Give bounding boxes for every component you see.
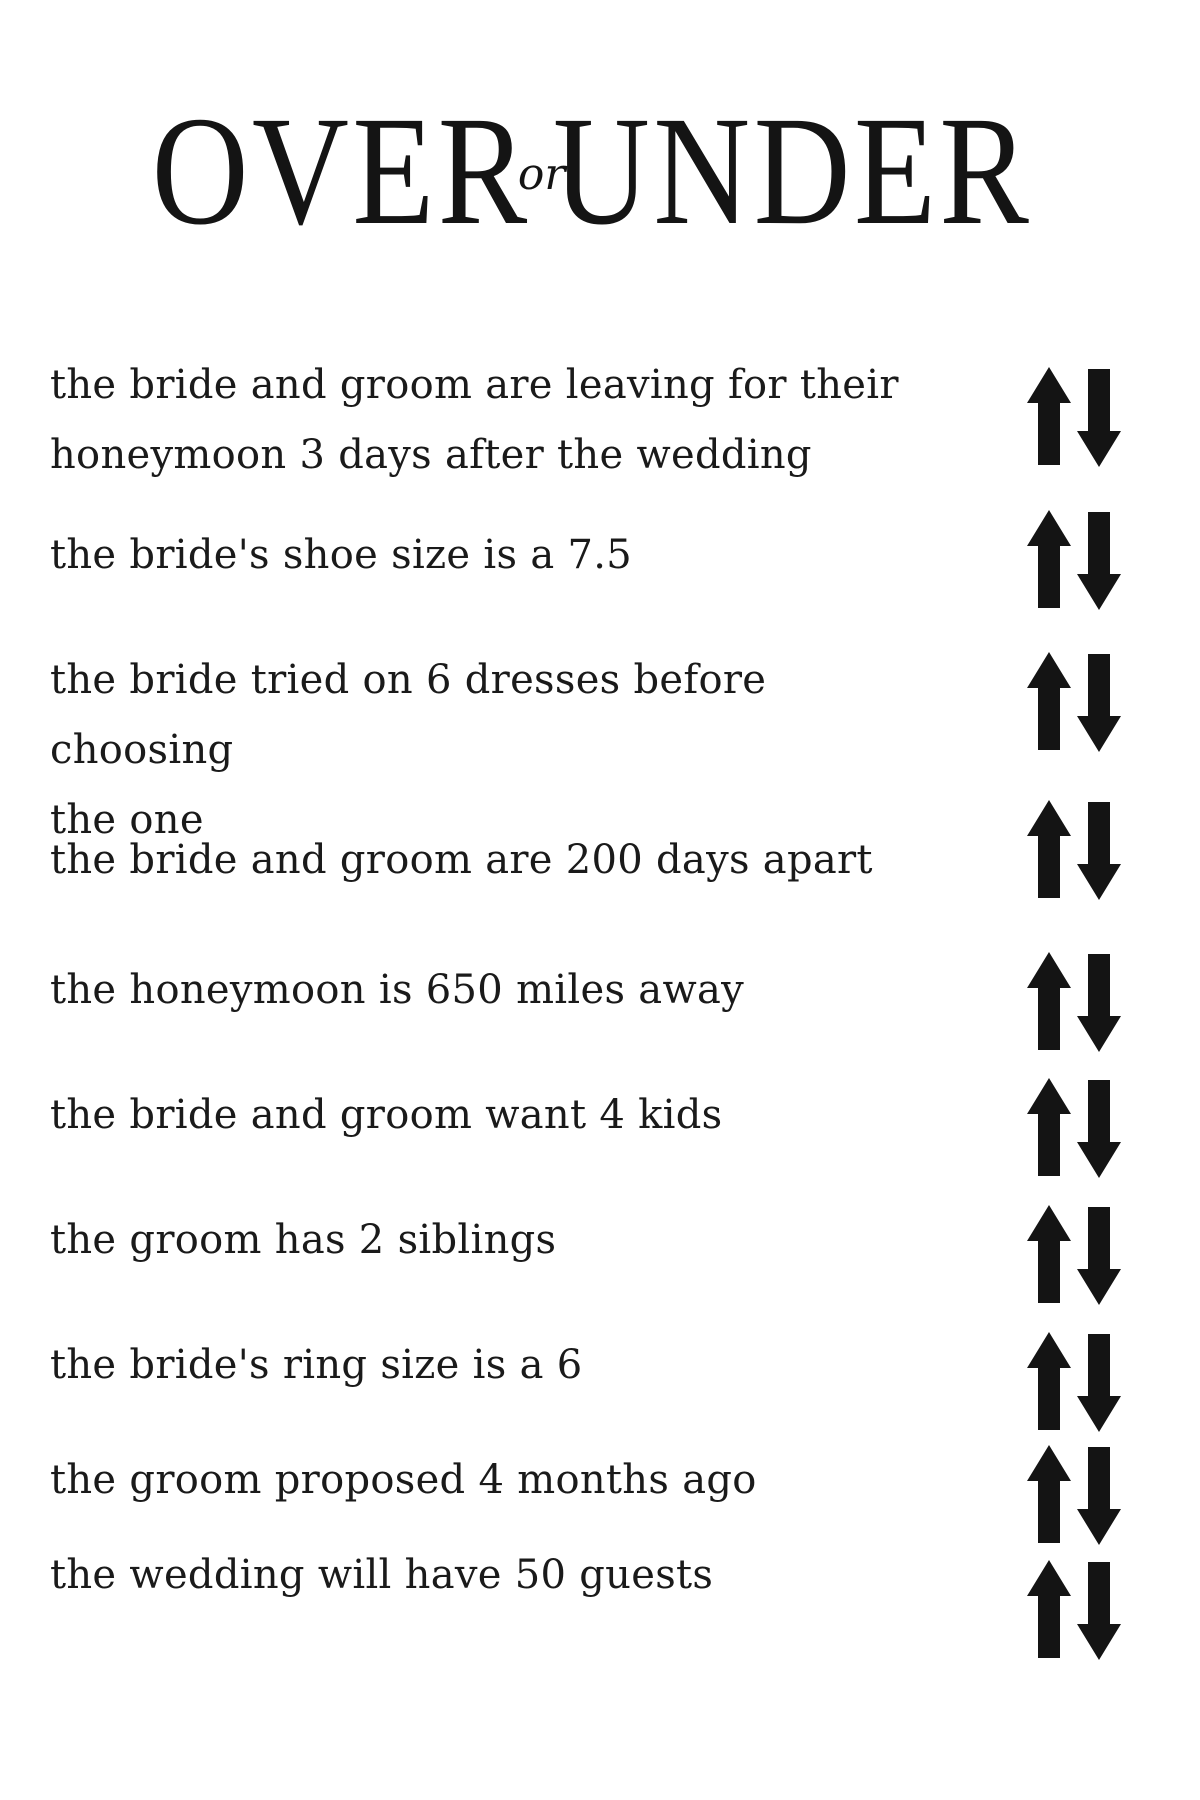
down-arrow-icon <box>1077 954 1121 1052</box>
down-arrow-icon <box>1077 1080 1121 1178</box>
statement-text: the bride and groom are 200 days apart <box>50 837 873 883</box>
down-arrow-icon <box>1077 369 1121 467</box>
title-word-or: or <box>517 149 566 200</box>
over-under-arrows-icon[interactable] <box>1025 1205 1125 1305</box>
page-title <box>0 84 1200 257</box>
over-under-arrows-icon[interactable] <box>1025 1078 1125 1178</box>
up-arrow-icon <box>1027 1205 1071 1303</box>
over-under-arrows-icon[interactable] <box>1025 367 1125 467</box>
down-arrow-icon <box>1077 654 1121 752</box>
over-under-arrows-icon[interactable] <box>1025 952 1125 1052</box>
down-arrow-icon <box>1077 802 1121 900</box>
up-arrow-icon <box>1027 1560 1071 1658</box>
statement-text: the groom has 2 siblings <box>50 1217 557 1263</box>
over-under-arrows-icon[interactable] <box>1025 1332 1125 1432</box>
down-arrow-icon <box>1077 512 1121 610</box>
up-arrow-icon <box>1027 952 1071 1050</box>
down-arrow-icon <box>1077 1207 1121 1305</box>
down-arrow-icon <box>1077 1447 1121 1545</box>
up-arrow-icon <box>1027 510 1071 608</box>
statement-text: the bride and groom are leaving for their honeymoon 3 days after the wedding <box>50 362 899 478</box>
down-arrow-icon <box>1077 1334 1121 1432</box>
title-word-under: UNDER <box>552 84 1032 257</box>
over-under-arrows-icon[interactable] <box>1025 1445 1125 1545</box>
statement-text: the honeymoon is 650 miles away <box>50 967 745 1013</box>
over-under-arrows-icon[interactable] <box>1025 800 1125 900</box>
title-word-over: OVER <box>151 84 531 257</box>
up-arrow-icon <box>1027 652 1071 750</box>
up-arrow-icon <box>1027 1078 1071 1176</box>
over-under-arrows-icon[interactable] <box>1025 510 1125 610</box>
up-arrow-icon <box>1027 367 1071 465</box>
over-under-arrows-icon[interactable] <box>1025 652 1125 752</box>
up-arrow-icon <box>1027 800 1071 898</box>
statement-text: the bride tried on 6 dresses before choosing the one <box>50 657 767 843</box>
statement-text: the groom proposed 4 months ago <box>50 1457 757 1503</box>
statement-text: the bride's ring size is a 6 <box>50 1342 583 1388</box>
down-arrow-icon <box>1077 1562 1121 1660</box>
over-under-arrows-icon[interactable] <box>1025 1560 1125 1660</box>
statement-text: the bride's shoe size is a 7.5 <box>50 532 633 578</box>
up-arrow-icon <box>1027 1445 1071 1543</box>
statement-text: the wedding will have 50 guests <box>50 1552 714 1598</box>
statement-text: the bride and groom want 4 kids <box>50 1092 723 1138</box>
up-arrow-icon <box>1027 1332 1071 1430</box>
